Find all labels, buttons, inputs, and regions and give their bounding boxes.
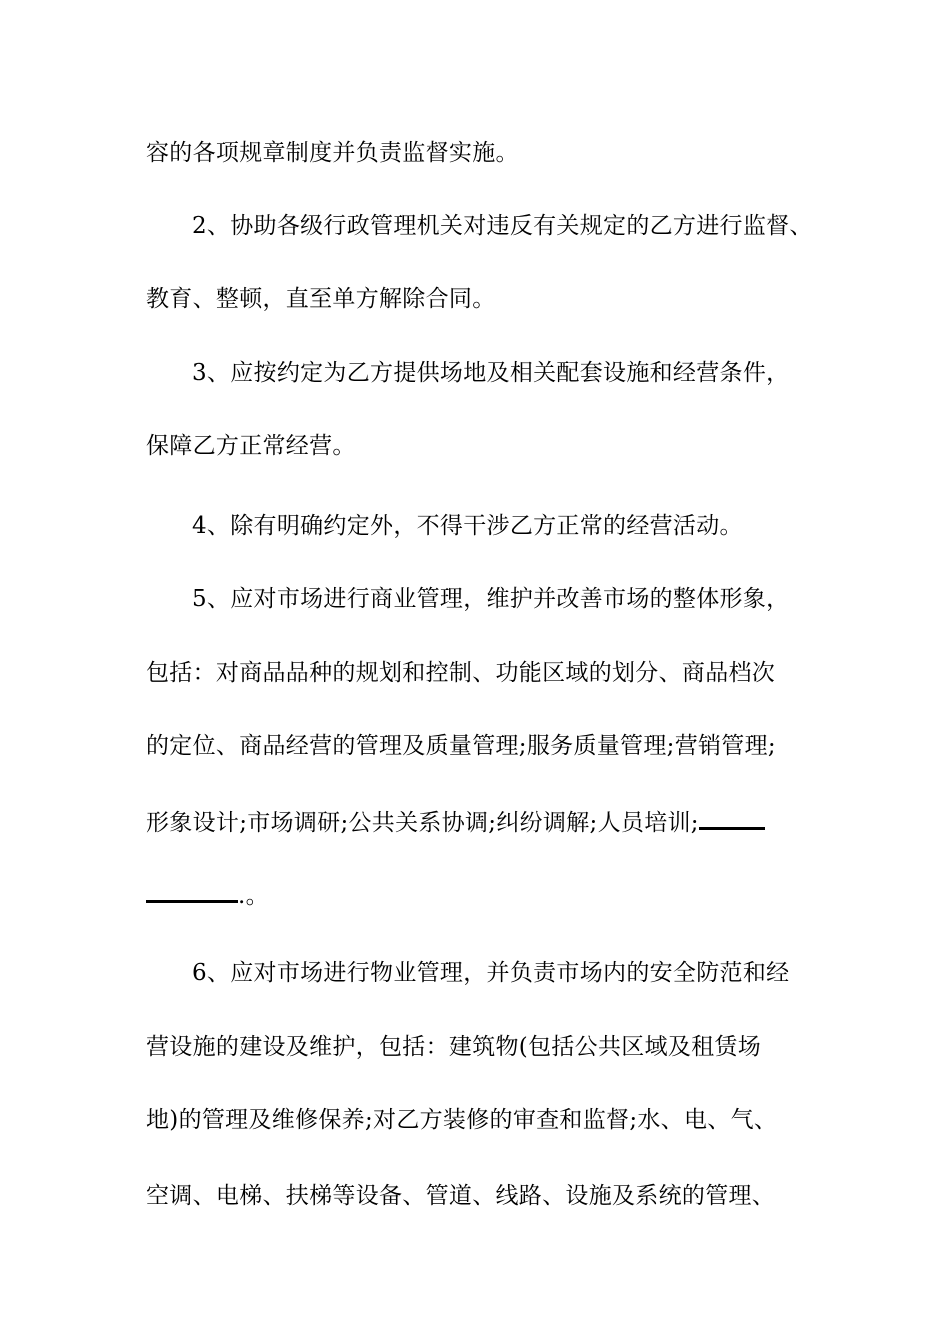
text-line-10 (146, 806, 765, 840)
text-line-15: 空调、电梯、扶梯等设备、管道、线路、设施及系统的管理、 (146, 1183, 776, 1209)
text-line-11-content: .。 (238, 883, 269, 909)
text-line-9: 的定位、商品经营的管理及质量管理;服务质量管理;营销管理; (146, 733, 776, 759)
text-line-7: 5、应对市场进行商业管理，维护并改善市场的整体形象， (192, 586, 790, 612)
text-line-1: 容的各项规章制度并负责监督实施。 (146, 140, 519, 166)
fill-in-blank (699, 809, 765, 830)
text-line-11 (146, 879, 269, 913)
text-line-10-content: 形象设计;市场调研;公共关系协调;纠纷调解;人员培训; (146, 810, 699, 836)
text-line-12: 6、应对市场进行物业管理，并负责市场内的安全防范和经 (192, 960, 790, 986)
text-line-5: 保障乙方正常经营。 (146, 433, 356, 459)
text-line-8: 包括：对商品品种的规划和控制、功能区域的划分、商品档次 (146, 660, 776, 686)
text-line-13: 营设施的建设及维护，包括：建筑物(包括公共区域及租赁场 (146, 1034, 762, 1060)
text-line-2: 2、协助各级行政管理机关对违反有关规定的乙方进行监督、 (192, 213, 813, 239)
text-line-3: 教育、整顿，直至单方解除合同。 (146, 286, 496, 312)
text-line-4: 3、应按约定为乙方提供场地及相关配套设施和经营条件， (192, 360, 790, 386)
fill-in-blank-continued (146, 882, 238, 903)
text-line-14: 地)的管理及维修保养;对乙方装修的审查和监督;水、电、气、 (146, 1107, 778, 1133)
text-line-6: 4、除有明确约定外，不得干涉乙方正常的经营活动。 (192, 513, 743, 539)
